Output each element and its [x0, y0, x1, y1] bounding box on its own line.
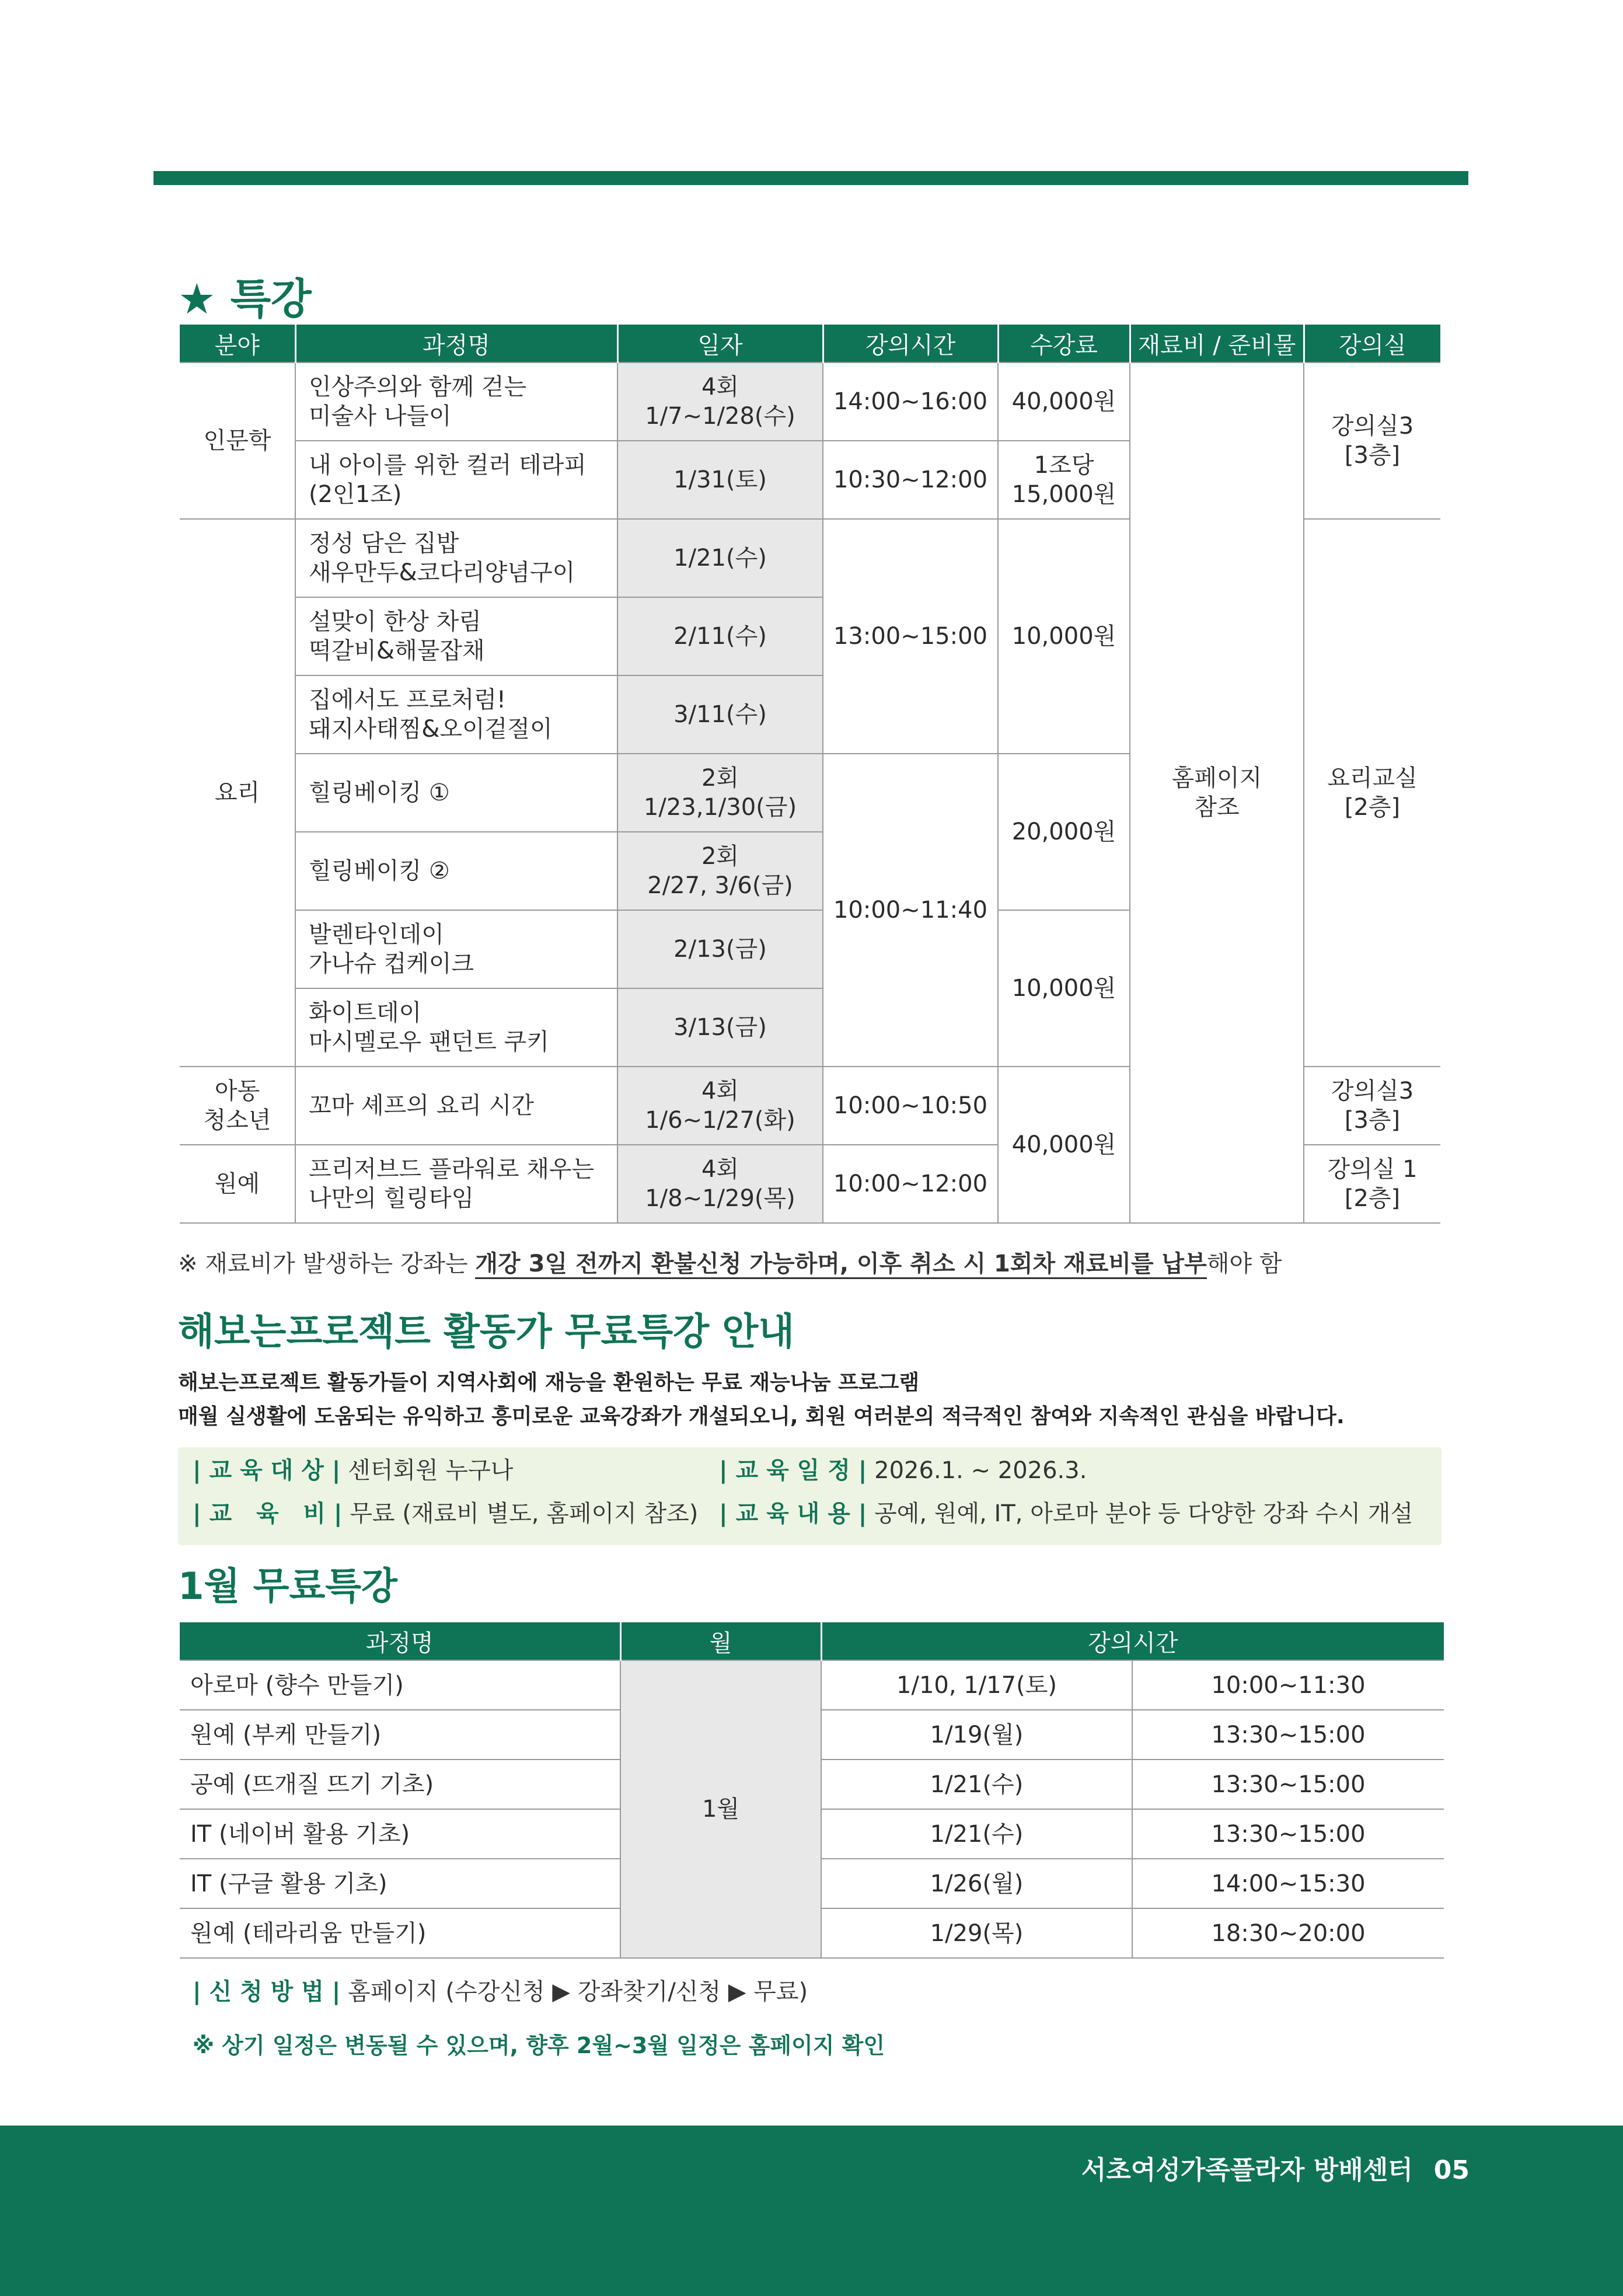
time-cell: 18:30~20:00 — [1132, 1908, 1444, 1958]
project-info-box — [178, 1447, 1441, 1545]
date-cell: 3/13(금) — [617, 988, 823, 1067]
course-cell: 집에서도 프로처럼! 돼지사태찜&오이겉절이 — [295, 675, 617, 754]
course-cell: 발렌타인데이 가나슈 컵케이크 — [295, 910, 617, 988]
refund-note-prefix: ※ 재료비가 발생하는 강좌는 — [178, 1250, 476, 1277]
room-cell: 요리교실 [2층] — [1304, 519, 1440, 1067]
header-fee: 수강료 — [998, 325, 1130, 363]
course-cell: 꼬마 셰프의 요리 시간 — [295, 1067, 617, 1145]
header-field: 분야 — [180, 325, 295, 363]
time-cell: 10:00~11:30 — [1132, 1660, 1444, 1710]
header-date: 일자 — [617, 325, 823, 363]
month-cell: 1월 — [620, 1660, 821, 1958]
date-cell: 1/21(수) — [617, 519, 823, 597]
info-content-label: | 교 육 내 용 | — [719, 1500, 867, 1527]
time-cell: 14:00~16:00 — [823, 363, 998, 441]
date-cell: 1/26(월) — [821, 1859, 1132, 1908]
date-cell: 4회 1/7~1/28(수) — [617, 363, 823, 441]
date-cell: 1/31(토) — [617, 441, 823, 519]
info-schedule — [719, 1454, 1087, 1487]
info-target-value: 센터회원 누구나 — [348, 1457, 514, 1484]
fee-cell: 40,000원 — [998, 363, 1130, 441]
date-cell: 4회 1/8~1/29(목) — [617, 1145, 823, 1223]
header-materials: 재료비 / 준비물 — [1130, 325, 1304, 363]
fee-cell: 10,000원 — [998, 910, 1130, 1067]
course-cell: 내 아이를 위한 컬러 테라피 (2인1조) — [295, 441, 617, 519]
date-cell: 2/11(수) — [617, 597, 823, 675]
field-cell: 원예 — [180, 1145, 295, 1223]
course-cell: 정성 담은 집밥 새우만두&코다리양념구이 — [295, 519, 617, 597]
course-cell: 원예 (부케 만들기) — [180, 1710, 620, 1760]
january-lecture-table — [180, 1622, 1444, 1959]
course-cell: 힐링베이킹 ② — [295, 832, 617, 910]
time-cell: 14:00~15:30 — [1132, 1859, 1444, 1908]
project-intro-line-1: 해보는프로젝트 활동가들이 지역사회에 재능을 환원하는 무료 재능나눔 프로그램 — [178, 1371, 920, 1395]
header-time: 강의시간 — [821, 1622, 1444, 1660]
info-content — [719, 1497, 1413, 1530]
materials-cell: 홈페이지 참조 — [1130, 363, 1304, 1223]
refund-note-emphasis: 개강 3일 전까지 환불신청 가능하며, 이후 취소 시 1회차 재료비를 납부 — [475, 1250, 1206, 1279]
date-cell: 2회 1/23,1/30(금) — [617, 754, 823, 832]
top-accent-bar — [153, 171, 1468, 185]
course-cell: IT (구글 활용 기초) — [180, 1859, 620, 1908]
date-cell: 1/21(수) — [821, 1809, 1132, 1859]
info-fee-label: | 교 육 비 | — [193, 1500, 343, 1527]
info-fee — [193, 1497, 698, 1530]
project-intro — [178, 1366, 1345, 1434]
date-cell: 3/11(수) — [617, 675, 823, 754]
special-lecture-title: ★ 특강 — [178, 274, 312, 323]
fee-cell: 20,000원 — [998, 754, 1130, 910]
course-cell: 프리저브드 플라워로 채우는 나만의 힐링타임 — [295, 1145, 617, 1223]
header-course: 과정명 — [180, 1622, 620, 1660]
fee-cell: 1조당 15,000원 — [998, 441, 1130, 519]
field-cell: 아동 청소년 — [180, 1067, 295, 1145]
date-cell: 1/21(수) — [821, 1760, 1132, 1809]
course-cell: 아로마 (향수 만들기) — [180, 1660, 620, 1710]
january-free-lecture-title: 1월 무료특강 — [178, 1565, 397, 1608]
course-cell: 원예 (테라리움 만들기) — [180, 1908, 620, 1958]
apply-method — [193, 1976, 808, 2008]
time-cell: 13:00~15:00 — [823, 519, 998, 754]
date-cell: 2/13(금) — [617, 910, 823, 988]
refund-note — [178, 1246, 1282, 1281]
room-cell: 강의실3 [3층] — [1304, 1067, 1440, 1145]
info-target-label: | 교 육 대 상 | — [193, 1457, 341, 1484]
course-cell: IT (네이버 활용 기초) — [180, 1809, 620, 1859]
special-lecture-table — [180, 325, 1440, 1224]
time-cell: 10:00~12:00 — [823, 1145, 998, 1223]
info-schedule-value: 2026.1. ~ 2026.3. — [874, 1457, 1087, 1484]
fee-cell: 40,000원 — [998, 1067, 1130, 1223]
header-time: 강의시간 — [823, 325, 998, 363]
course-cell: 힐링베이킹 ① — [295, 754, 617, 832]
date-cell: 1/29(목) — [821, 1908, 1132, 1958]
refund-note-suffix: 해야 함 — [1206, 1250, 1282, 1277]
table-header-row — [180, 1622, 1444, 1660]
course-cell: 설맞이 한상 차림 떡갈비&해물잡채 — [295, 597, 617, 675]
field-cell: 요리 — [180, 519, 295, 1067]
date-cell: 1/19(월) — [821, 1710, 1132, 1760]
fee-cell: 10,000원 — [998, 519, 1130, 754]
schedule-change-notice: ※ 상기 일정은 변동될 수 있으며, 향후 2월~3월 일정은 홈페이지 확인 — [193, 2033, 885, 2058]
footer-text — [1081, 2153, 1470, 2188]
table-row — [180, 363, 1440, 441]
header-course: 과정명 — [295, 325, 617, 363]
field-cell: 인문학 — [180, 363, 295, 519]
time-cell: 13:30~15:00 — [1132, 1710, 1444, 1760]
table-header-row — [180, 325, 1440, 363]
project-intro-line-2: 매월 실생활에 도움되는 유익하고 흥미로운 교육강좌가 개설되오니, 회원 여러분의 적극적인 참여와 지속적인 관심을 바랍니다. — [178, 1405, 1345, 1429]
time-cell: 10:00~10:50 — [823, 1067, 998, 1145]
footer-organization: 서초여성가족플라자 방배센터 — [1081, 2155, 1413, 2185]
date-cell: 4회 1/6~1/27(화) — [617, 1067, 823, 1145]
room-cell: 강의실3 [3층] — [1304, 363, 1440, 519]
date-cell: 1/10, 1/17(토) — [821, 1660, 1132, 1710]
footer-band — [0, 2126, 1623, 2296]
room-cell: 강의실 1 [2층] — [1304, 1145, 1440, 1223]
project-title: 해보는프로젝트 활동가 무료특강 안내 — [178, 1311, 795, 1354]
info-fee-value: 무료 (재료비 별도, 홈페이지 참조) — [350, 1500, 699, 1527]
time-cell: 10:30~12:00 — [823, 441, 998, 519]
info-schedule-label: | 교 육 일 정 | — [719, 1457, 867, 1484]
apply-method-value: 홈페이지 (수강신청 ▶ 강좌찾기/신청 ▶ 무료) — [348, 1978, 808, 2005]
header-room: 강의실 — [1304, 325, 1440, 363]
course-cell: 공예 (뜨개질 뜨기 기초) — [180, 1760, 620, 1809]
info-target — [193, 1454, 513, 1487]
apply-method-label: | 신 청 방 법 | — [193, 1978, 341, 2005]
page-number: 05 — [1433, 2155, 1470, 2185]
course-cell: 화이트데이 마시멜로우 팬던트 쿠키 — [295, 988, 617, 1067]
time-cell: 13:30~15:00 — [1132, 1809, 1444, 1859]
date-cell: 2회 2/27, 3/6(금) — [617, 832, 823, 910]
course-cell: 인상주의와 함께 걷는 미술사 나들이 — [295, 363, 617, 441]
time-cell: 10:00~11:40 — [823, 754, 998, 1067]
info-content-value: 공예, 원예, IT, 아로마 분야 등 다양한 강좌 수시 개설 — [874, 1500, 1413, 1527]
table-row — [180, 1660, 1444, 1710]
time-cell: 13:30~15:00 — [1132, 1760, 1444, 1809]
header-month: 월 — [620, 1622, 821, 1660]
